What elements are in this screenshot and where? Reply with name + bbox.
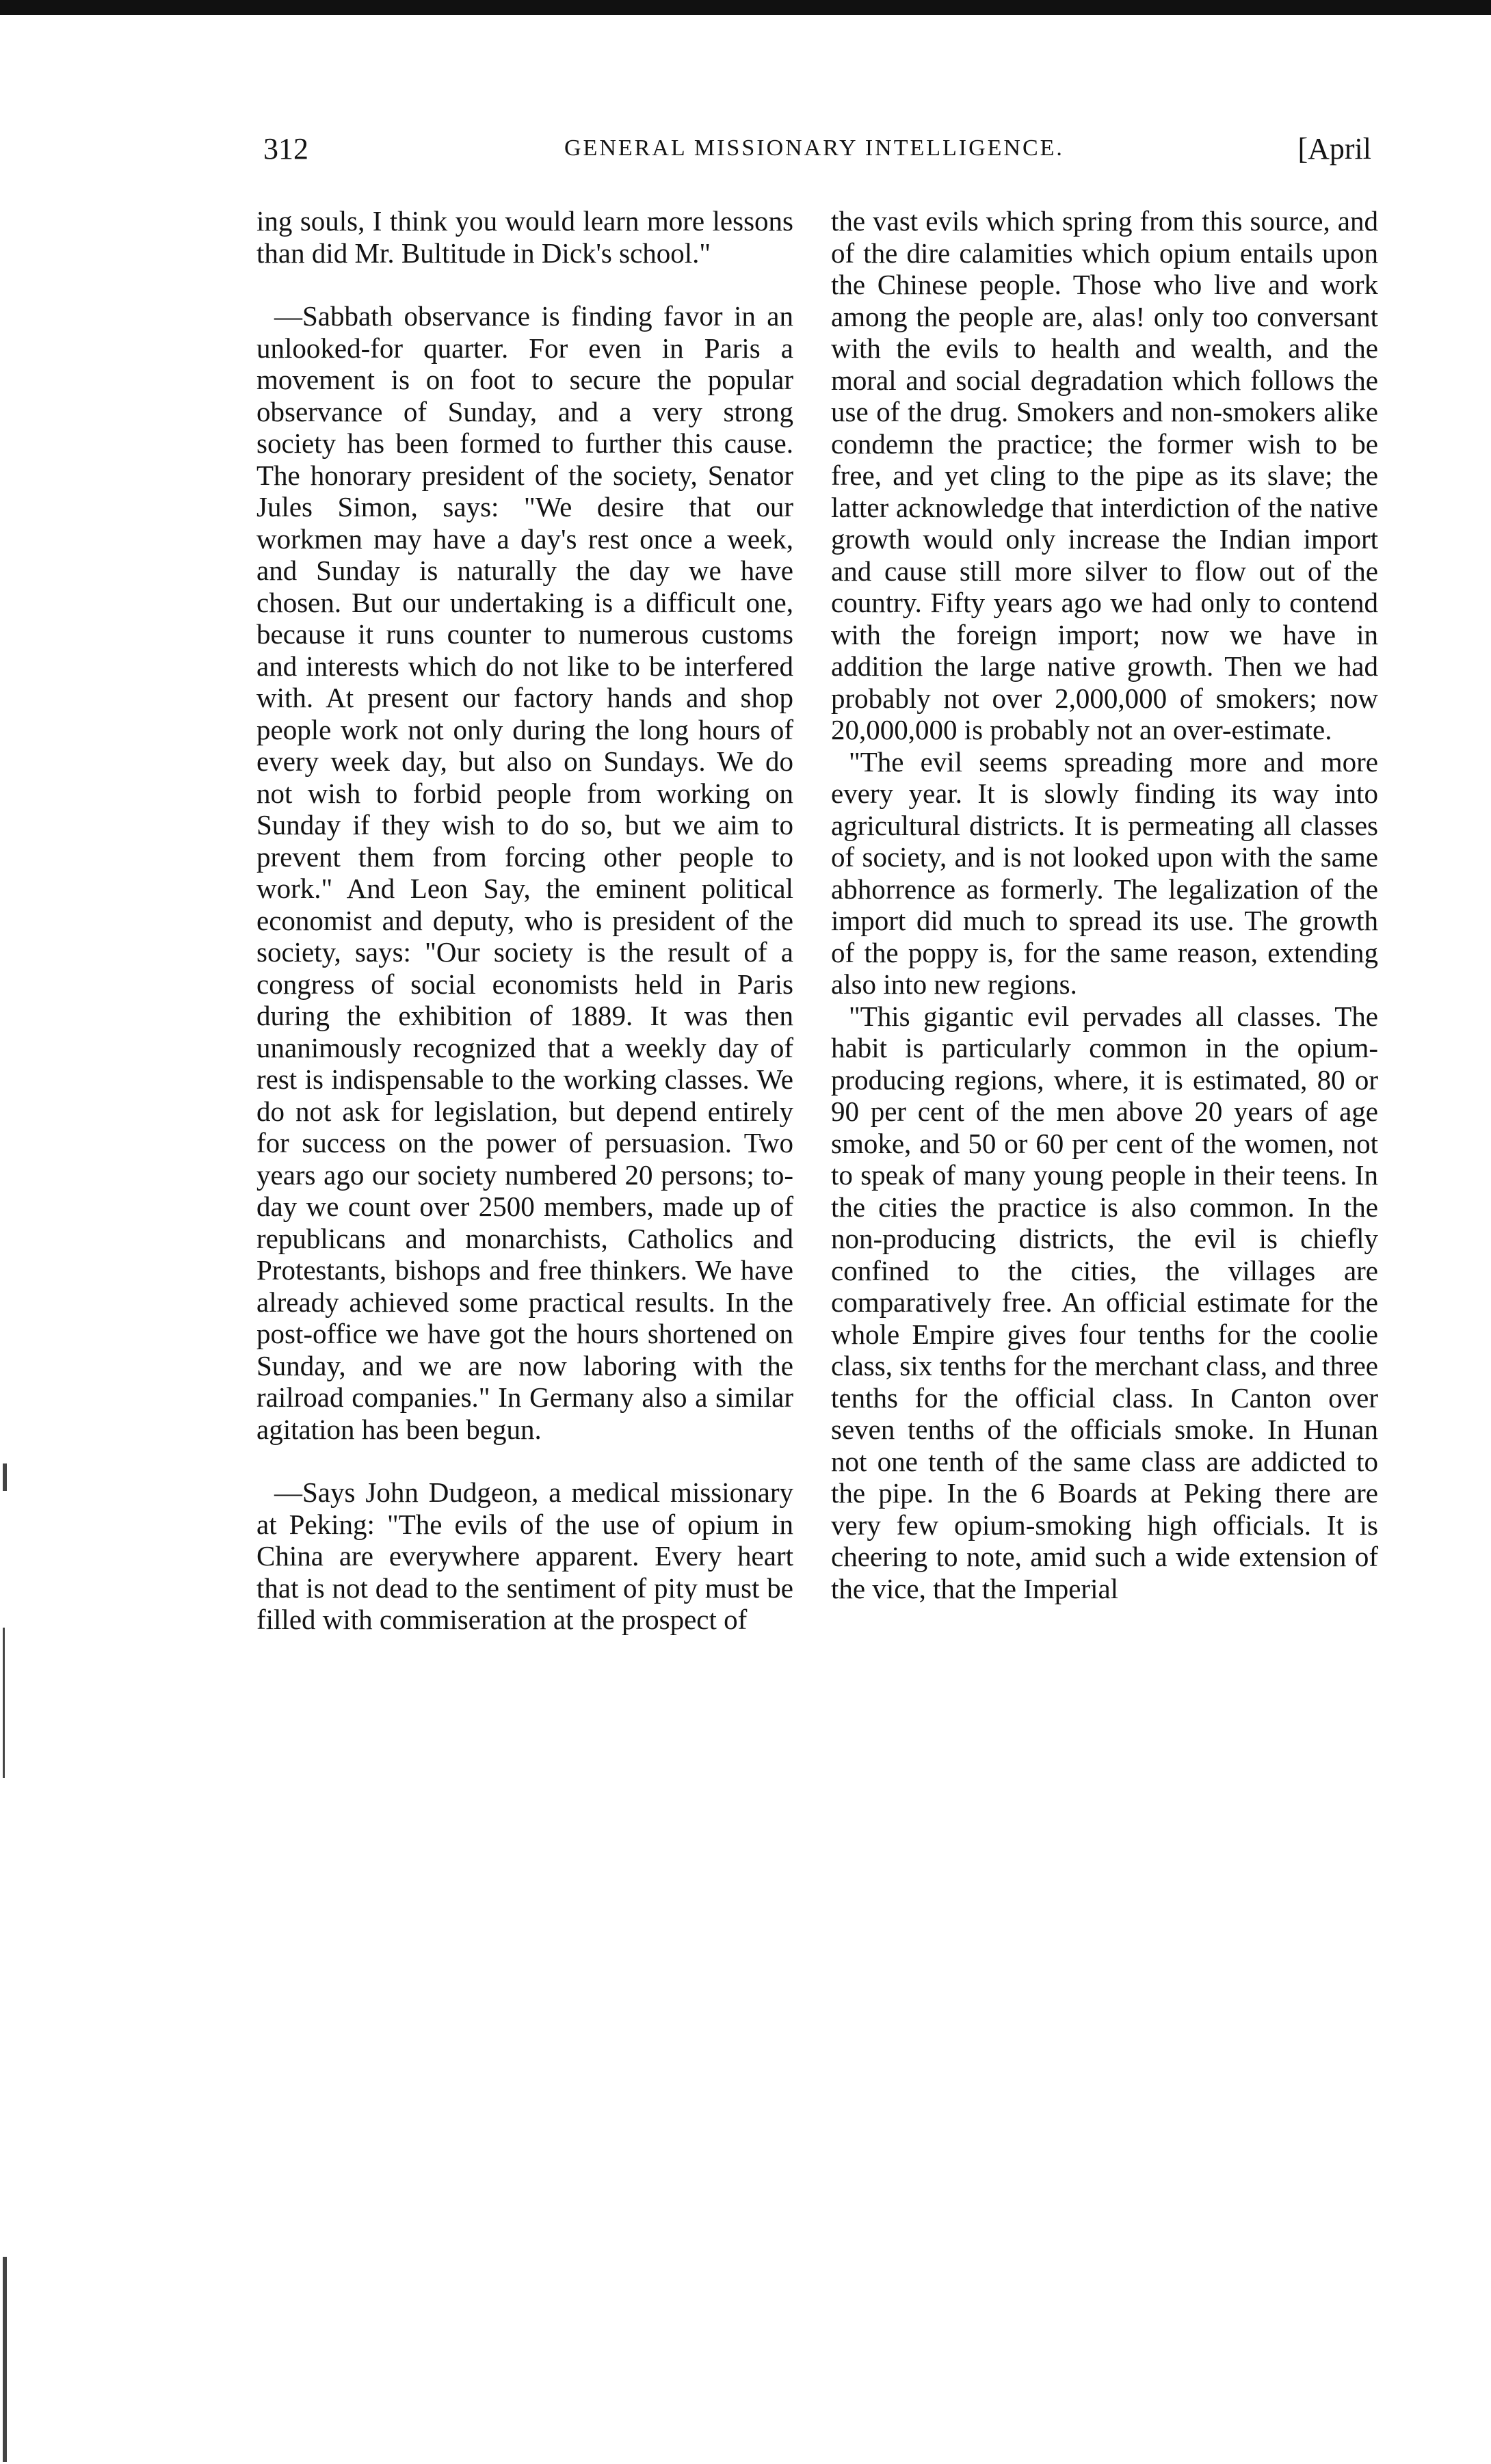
paragraph: —Says John Dudgeon, a medical missionary at Peking: "The evils of the use of opium in China are everywhere apparent. Every heart that is not dead to the sentiment of pity must be filled with commiseration at the prospect of [256,1476,793,1635]
scan-edge-mark [3,1628,5,1778]
right-column [831,205,1378,1604]
paragraph: "The evil seems spreading more and more every year. It is slowly finding its way into agricultural districts. It is permeating all classes of society, and is not looked upon with the same abhorrence as formerly. The legalization of the import did much to spread its use. The growth of the poppy is, for the same reason, extending also into new regions. [831,745,1378,1000]
header-month: [April [1297,132,1371,165]
paragraph: ing souls, I think you would learn more lessons than did Mr. Bultitude in Dick's school." [256,205,793,269]
scan-top-border [0,0,1491,15]
paragraph: the vast evils which spring from this source, and of the dire calamities which opium entails upon the Chinese people. Those who live and work among the people are, alas! only too conversant with the evils to health and wealth, and the moral and social degradation which follows the use of the drug. Smokers and non-smokers alike condemn the practice; the former wish to be free, and yet cling to the pipe as its slave; the latter acknowledge that interdiction of the native growth would only increase the Indian import and cause still more silver to flow out of the country. Fifty years ago we had only to contend with the foreign import; now we have in addition the large native growth. Then we had probably not over 2,000,000 of smokers; now 20,000,000 is probably not an over-estimate. [831,205,1378,745]
left-column [256,205,793,1636]
scan-edge-mark [3,1463,7,1491]
page-header [263,131,1371,172]
page-number: 312 [263,132,308,165]
running-title: GENERAL MISSIONARY INTELLIGENCE. [564,135,1064,161]
paragraph: "This gigantic evil pervades all classes. The habit is particularly common in the opium-producing regions, where, it is estimated, 80 or 90 per cent of the men above 20 years of age smoke, and 50 or 60 per cent of the women, not to speak of many young people in their teens. In the cities the practice is also common. In the non-producing districts, the evil is chiefly confined to the cities, the villages are comparatively free. An official estimate for the whole Empire gives four tenths for the coolie class, six tenths for the merchant class, and three tenths for the official class. In Canton over seven tenths of the officials smoke. In Hunan not one tenth of the same class are addicted to the pipe. In the 6 Boards at Peking there are very few opium-smoking high officials. It is cheering to note, amid such a wide extension of the vice, that the Imperial [831,1000,1378,1604]
scan-edge-mark [3,2257,7,2462]
paragraph: —Sabbath observance is finding favor in an unlooked-for quarter. For even in Paris a movement is on foot to secure the popular observance of Sunday, and a very strong society has been formed to further this cause. The honorary president of the society, Senator Jules Simon, says: "We desire that our workmen may have a day's rest once a week, and Sunday is naturally the day we have chosen. But our undertaking is a difficult one, because it runs counter to numerous customs and interests which do not like to be interfered with. At present our factory hands and shop people work not only during the long hours of every week day, but also on Sundays. We do not wish to forbid people from working on Sunday if they wish to do so, but we aim to prevent them from forcing other people to work." And Leon Say, the eminent political economist and deputy, who is president of the society, says: "Our society is the result of a congress of social economists held in Paris during the exhibition of 1889. It was then unanimously recognized that a weekly day of rest is indispensable to the working classes. We do not ask for legislation, but depend entirely for success on the power of persuasion. Two years ago our society numbered 20 persons; to-day we count over 2500 members, made up of republicans and monarchists, Catholics and Protestants, bishops and free thinkers. We have already achieved some practical results. In the post-office we have got the hours shortened on Sunday, and we are now laboring with the railroad companies." In Germany also a similar agitation has been begun. [256,300,793,1445]
